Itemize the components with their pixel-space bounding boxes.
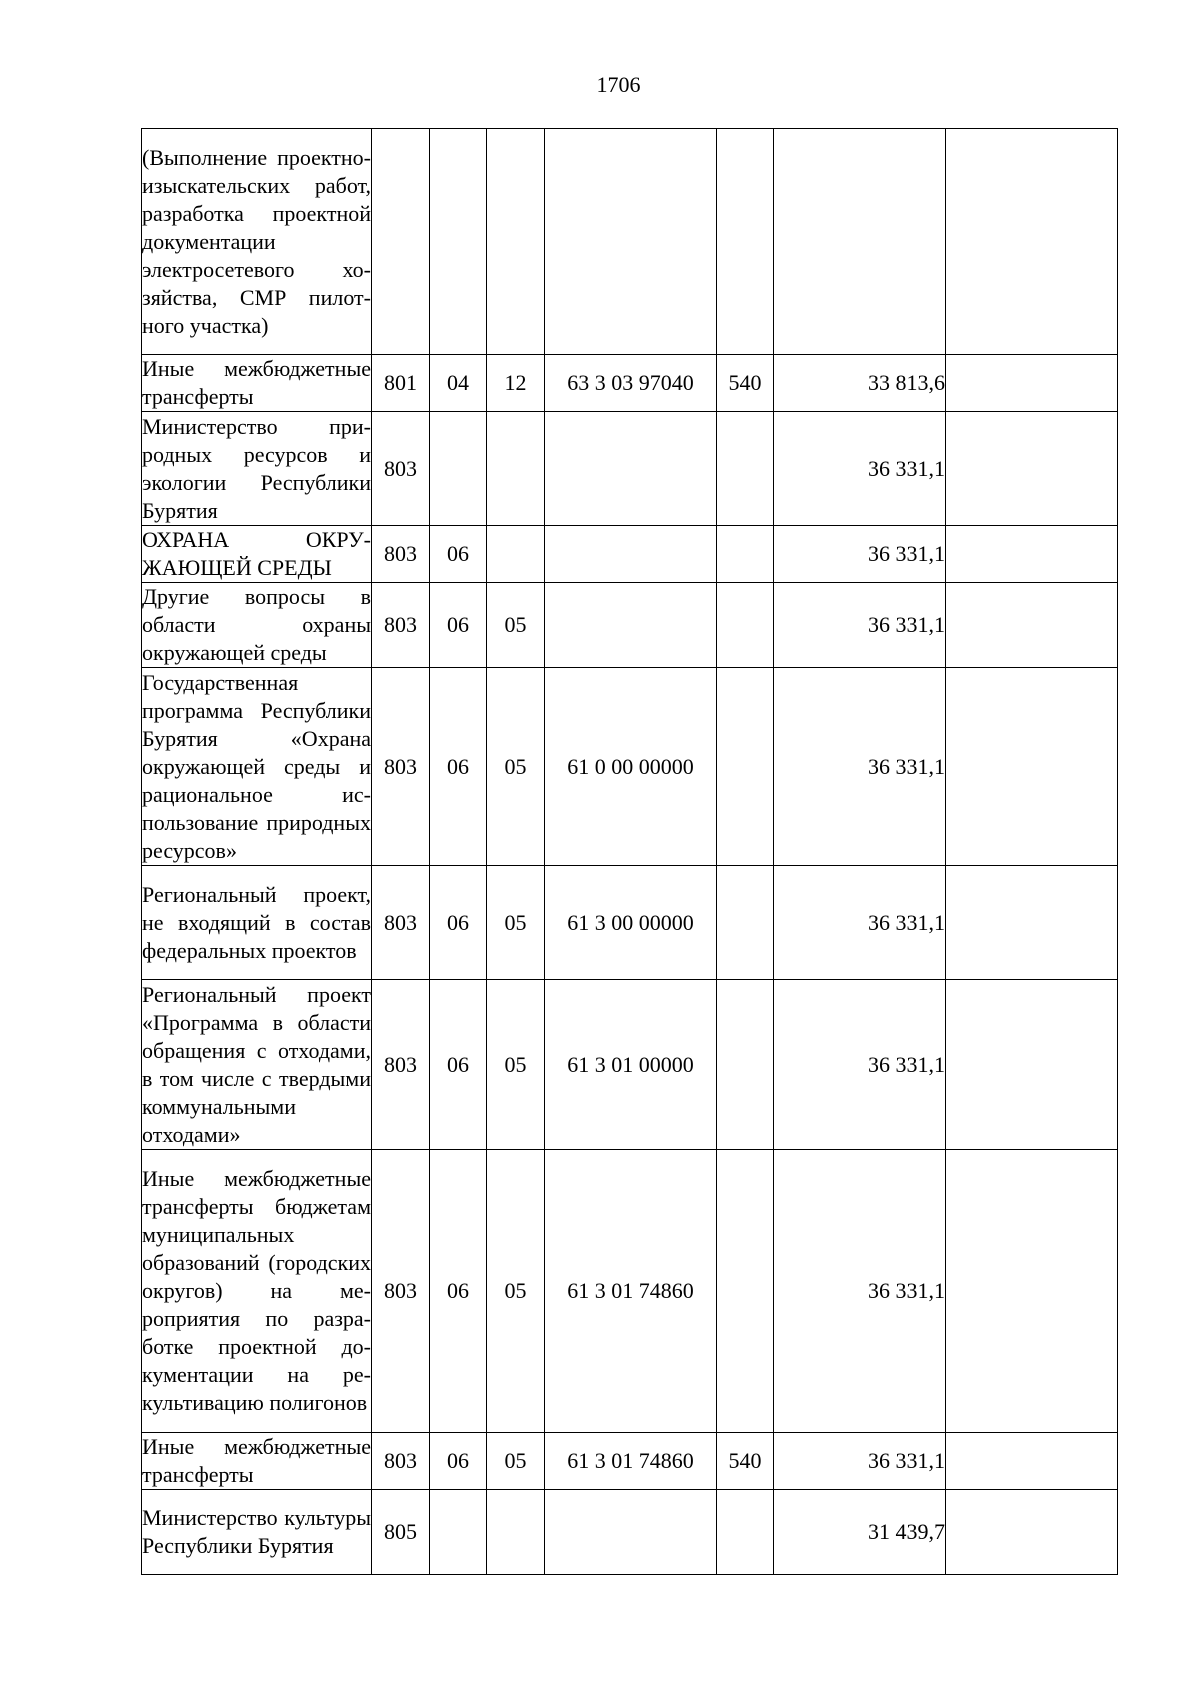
row-section-code-cell [430, 1150, 487, 1433]
row-name-cell [142, 412, 372, 526]
row-ministry-code-text: 803 [384, 909, 417, 935]
row-target-article-text: 61 3 01 00000 [567, 1051, 694, 1077]
row-name-text: Государственная программа Республики Бурятия «Охрана окружающей среды и рациональное использование природных ресурсов» [142, 669, 371, 863]
row-target-article-cell [545, 583, 717, 668]
row-name-text: Министерство природных ресурсов и экологии Республики Бурятия [142, 413, 371, 523]
row-subsection-code-cell [487, 526, 545, 583]
row-sum-text: 36 331,1 [868, 753, 945, 779]
row-expense-type-text: 540 [728, 370, 762, 395]
row-target-article-text: 63 3 03 97040 [567, 370, 694, 395]
row-section-code-text: 06 [447, 909, 469, 935]
row-section-code-cell [430, 1490, 487, 1575]
row-ministry-code-cell [372, 526, 430, 583]
row-target-article-cell [545, 355, 717, 412]
table-row [142, 526, 1118, 583]
table-row [142, 412, 1118, 526]
row-expense-type-text: 540 [728, 1448, 762, 1473]
row-ministry-code-text: 803 [384, 1278, 417, 1303]
row-name-text: Другие вопросы в области охраны окружающей среды [142, 584, 371, 665]
row-ministry-code-cell [372, 412, 430, 526]
row-sum-cell [774, 866, 946, 980]
row-subsection-code-cell [487, 412, 545, 526]
table-row [142, 355, 1118, 412]
row-section-code-text: 06 [447, 1051, 469, 1077]
row-name-text: Иные межбюджетные трансферты [142, 1434, 371, 1487]
table-row [142, 129, 1118, 355]
row-subsection-code-cell [487, 668, 545, 866]
row-subsection-code-text: 05 [504, 909, 527, 935]
row-section-code-cell [430, 980, 487, 1150]
row-ministry-code-cell [372, 1433, 430, 1490]
row-section-code-text: 06 [447, 753, 469, 779]
row-section-code-cell [430, 412, 487, 526]
row-section-code-text: 06 [447, 541, 469, 566]
row-ministry-code-cell [372, 1150, 430, 1433]
row-expense-type-cell [717, 583, 774, 668]
row-subsection-code-text: 05 [504, 612, 527, 637]
row-target-article-cell [545, 1433, 717, 1490]
row-section-code-cell [430, 866, 487, 980]
row-extra-cell [946, 412, 1118, 526]
row-ministry-code-text: 801 [384, 370, 417, 395]
row-section-code-cell [430, 526, 487, 583]
row-ministry-code-cell [372, 355, 430, 412]
row-sum-text: 33 813,6 [868, 370, 945, 395]
row-sum-cell [774, 526, 946, 583]
row-subsection-code-text: 05 [504, 1278, 527, 1303]
table-row [142, 980, 1118, 1150]
row-section-code-cell [430, 129, 487, 355]
row-subsection-code-text: 05 [504, 753, 527, 779]
row-name-cell [142, 526, 372, 583]
row-expense-type-cell [717, 668, 774, 866]
row-target-article-cell [545, 412, 717, 526]
row-name-cell [142, 1150, 372, 1433]
row-target-article-cell [545, 129, 717, 355]
row-section-code-text: 06 [447, 612, 469, 637]
row-ministry-code-text: 803 [384, 612, 417, 637]
row-sum-cell [774, 1433, 946, 1490]
row-name-text: Иные межбюджетные трансферты бюджетам муниципальных образований (городских округов) на мероприятия по разработке проектной документации на рекультивацию полигонов [142, 1166, 371, 1415]
row-sum-text: 31 439,7 [868, 1519, 945, 1544]
row-ministry-code-text: 803 [384, 1051, 417, 1077]
row-ministry-code-cell [372, 1490, 430, 1575]
row-name-cell [142, 129, 372, 355]
row-ministry-code-text: 803 [384, 455, 417, 481]
row-extra-cell [946, 1433, 1118, 1490]
table-row [142, 583, 1118, 668]
row-name-text: Региональный проект «Программа в области обращения с отходами, в том числе с твердыми коммунальными отходами» [142, 981, 371, 1147]
row-name-text: Региональный проект, не входящий в состав федеральных проектов [142, 881, 371, 963]
row-ministry-code-text: 805 [384, 1519, 417, 1544]
row-sum-cell [774, 1150, 946, 1433]
row-ministry-code-cell [372, 668, 430, 866]
row-name-text: Министерство культуры Республики Бурятия [142, 1505, 371, 1558]
row-expense-type-cell [717, 1490, 774, 1575]
row-name-cell [142, 355, 372, 412]
table-row [142, 668, 1118, 866]
budget-table-body [142, 129, 1118, 1575]
row-target-article-cell [545, 866, 717, 980]
row-target-article-cell [545, 980, 717, 1150]
row-subsection-code-cell [487, 980, 545, 1150]
table-row [142, 866, 1118, 980]
row-extra-cell [946, 129, 1118, 355]
row-sum-cell [774, 1490, 946, 1575]
row-ministry-code-cell [372, 129, 430, 355]
row-expense-type-cell [717, 1433, 774, 1490]
row-expense-type-cell [717, 412, 774, 526]
row-sum-text: 36 331,1 [868, 909, 945, 935]
row-target-article-text: 61 3 01 74860 [567, 1448, 694, 1473]
row-subsection-code-text: 05 [504, 1051, 527, 1077]
row-sum-cell [774, 129, 946, 355]
row-name-cell [142, 1433, 372, 1490]
row-sum-text: 36 331,1 [868, 1278, 945, 1303]
row-section-code-cell [430, 355, 487, 412]
row-subsection-code-text: 12 [504, 370, 527, 395]
table-row [142, 1433, 1118, 1490]
row-subsection-code-cell [487, 866, 545, 980]
row-subsection-code-cell [487, 1150, 545, 1433]
row-extra-cell [946, 526, 1118, 583]
row-name-cell [142, 866, 372, 980]
row-target-article-cell [545, 668, 717, 866]
row-section-code-cell [430, 668, 487, 866]
page-number: 1706 [596, 72, 641, 97]
row-ministry-code-text: 803 [384, 541, 417, 566]
row-extra-cell [946, 980, 1118, 1150]
row-section-code-text: 06 [447, 1448, 469, 1473]
row-extra-cell [946, 866, 1118, 980]
row-ministry-code-cell [372, 866, 430, 980]
row-subsection-code-cell [487, 129, 545, 355]
row-target-article-cell [545, 1150, 717, 1433]
row-name-text: ОХРАНА ОКРУЖАЮЩЕЙ СРЕДЫ [142, 527, 371, 580]
row-section-code-cell [430, 583, 487, 668]
row-sum-cell [774, 668, 946, 866]
row-ministry-code-text: 803 [384, 1448, 417, 1473]
row-subsection-code-cell [487, 1490, 545, 1575]
row-expense-type-cell [717, 980, 774, 1150]
row-subsection-code-cell [487, 583, 545, 668]
row-section-code-cell [430, 1433, 487, 1490]
row-subsection-code-text: 05 [504, 1448, 527, 1473]
row-sum-cell [774, 412, 946, 526]
row-section-code-text: 04 [447, 370, 469, 395]
row-sum-cell [774, 355, 946, 412]
row-name-text: (Выполнение проектно-изыскательских работ, разработка проектной документации электросетевого хозяйства, СМР пилотного участка) [142, 144, 371, 338]
row-extra-cell [946, 1490, 1118, 1575]
table-row [142, 1150, 1118, 1433]
row-name-cell [142, 668, 372, 866]
row-target-article-cell [545, 1490, 717, 1575]
budget-table [141, 128, 1118, 1575]
row-expense-type-cell [717, 526, 774, 583]
row-sum-text: 36 331,1 [868, 1448, 945, 1473]
row-extra-cell [946, 355, 1118, 412]
row-name-cell [142, 583, 372, 668]
row-sum-text: 36 331,1 [868, 541, 945, 566]
row-sum-text: 36 331,1 [868, 612, 945, 637]
row-sum-text: 36 331,1 [868, 1051, 945, 1077]
row-sum-cell [774, 583, 946, 668]
row-name-text: Иные межбюджетные трансферты [142, 356, 371, 409]
row-name-cell [142, 1490, 372, 1575]
row-extra-cell [946, 1150, 1118, 1433]
row-subsection-code-cell [487, 1433, 545, 1490]
row-target-article-text: 61 0 00 00000 [567, 753, 694, 779]
row-expense-type-cell [717, 1150, 774, 1433]
row-sum-text: 36 331,1 [868, 455, 945, 481]
row-ministry-code-text: 803 [384, 753, 417, 779]
row-ministry-code-cell [372, 583, 430, 668]
row-target-article-text: 61 3 00 00000 [567, 909, 694, 935]
row-extra-cell [946, 583, 1118, 668]
row-target-article-cell [545, 526, 717, 583]
row-target-article-text: 61 3 01 74860 [567, 1278, 694, 1303]
row-sum-cell [774, 980, 946, 1150]
table-row [142, 1490, 1118, 1575]
row-ministry-code-cell [372, 980, 430, 1150]
row-name-cell [142, 980, 372, 1150]
row-expense-type-cell [717, 866, 774, 980]
row-extra-cell [946, 668, 1118, 866]
row-expense-type-cell [717, 129, 774, 355]
row-expense-type-cell [717, 355, 774, 412]
row-subsection-code-cell [487, 355, 545, 412]
row-section-code-text: 06 [447, 1278, 469, 1303]
